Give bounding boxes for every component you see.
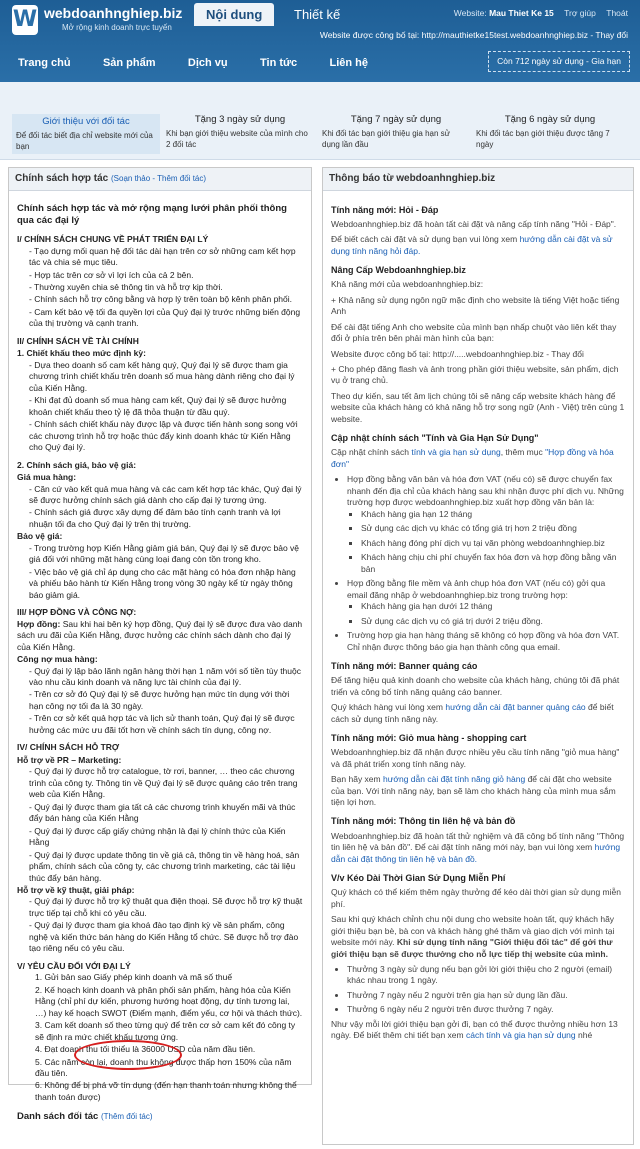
site-nav	[18, 56, 398, 71]
promo-7days	[322, 114, 470, 150]
list-item: ▪ Khách hàng gia hạn 12 tháng	[361, 509, 625, 520]
notice-panel-title: Thông báo từ webdoanhnghiep.biz	[323, 168, 633, 191]
policy-panel-title: Chính sách hợp tác	[15, 173, 109, 184]
brand-tagline: Mở rộng kinh doanh trực tuyến	[62, 23, 172, 32]
highlight-circle	[74, 1040, 182, 1070]
promo-strip	[0, 82, 640, 160]
notice-title: Tính năng mới: Thông tin liên hệ và bản đồ	[331, 816, 516, 827]
debt-label: Công nợ mua hàng:	[17, 654, 98, 665]
promo-title: Tặng 6 ngày sử dụng	[504, 114, 596, 125]
promo-3days	[166, 114, 314, 150]
promo-title: Tặng 7 ngày sử dụng	[350, 114, 442, 125]
days-left-badge[interactable]: Còn 712 ngày sử dụng - Gia hạn	[488, 51, 630, 72]
list-item: • Thưởng 7 ngày nếu 2 người trên gia hạn sử dụng lần đầu.	[347, 990, 625, 1001]
notice-text: + Khả năng sử dụng ngôn ngữ mặc định cho website là tiếng Việt hoặc tiếng Anh	[331, 294, 620, 317]
notice-text: Quý khách hàng vui lòng xem hướng dẫn cài đặt banner quảng cáo để biết cách sử dụng tính năng này.	[331, 702, 614, 724]
list-item: - Cam kết bảo vệ tối đa quyền lợi của Quý đại lý trước những biến động của thị trường và cạnh tranh.	[29, 306, 301, 329]
list-item: - Quý đại lý được hỗ trợ kỹ thuật qua điện thoại. Sẽ được hỗ trợ kỹ thuật trực tiếp tại chỗ khi có yêu cầu.	[29, 896, 303, 918]
pricing-policy-link[interactable]: tính và gia hạn sử dụng	[411, 447, 501, 458]
partners-title: Danh sách đối tác	[17, 1111, 99, 1123]
promo-text: Để đối tác biết địa chỉ website mới của bạn	[16, 130, 153, 151]
list-item: 4. Đạt doanh thu tối thiểu là 36000 USD của năm đầu tiên.	[35, 1044, 256, 1055]
section-2-title: II/ CHÍNH SÁCH VỀ TÀI CHÍNH	[17, 335, 139, 346]
notice-text: Sau khi quý khách chỉnh chu nội dung cho website hoàn tất, quý khách hãy giới thiệu bạn bè, bà con và khách hàng ghé thăm và giao dịch với mình tại website mới này. Khi sử dụng tính năng "Giới thiệu đối tác" để gởi thư giới thiệu bạn sẽ được thưởng cho nỗ lực tiếp thị website của mình.	[331, 914, 615, 959]
debt-list	[17, 666, 303, 737]
notice-text: Để tăng hiệu quả kinh doanh cho website của khách hàng, chúng tôi đã phát triển và công bố tính năng quảng cáo banner.	[331, 675, 620, 697]
pr-support-list	[17, 766, 303, 884]
website-label: Website:	[453, 8, 487, 18]
list-item: • Hợp đồng bằng văn bản và hóa đơn VAT (nếu có) sẽ được chuyển fax nhanh đến địa chỉ của khách hàng sau khi nhận được phí dịch vụ. Những trường hợp được webdoanhnghiep.biz xuất hợp đồng văn bản là: ▪ Khách hàng gia hạn 12 tháng ▪ Sử dụng các dịch vụ khác có tổng giá trị hơn 2 triệu đồng ▪ Khách hàng đóng phí dịch vụ tại văn phòng webdoanhnghiep.biz ▪ Khách hàng chịu chi phí chuyển fax hóa đơn và hợp đồng bằng văn bản	[347, 474, 625, 575]
list-item: - Trong trường hợp Kiến Hằng giảm giá bán, Quý đại lý sẽ được bảo vệ giá đối với những mặt hàng cùng loại đang còn tồn trong kho.	[29, 542, 300, 565]
tab-content[interactable]: Nội dung	[194, 3, 274, 26]
nav-home[interactable]: Trang chủ	[18, 57, 71, 69]
contract-label: Hợp đồng:	[17, 618, 61, 629]
banner-guide-link[interactable]: hướng dẫn cài đặt banner quảng cáo	[445, 702, 586, 713]
policy-heading: Chính sách hợp tác và mở rộng mạng lưới phân phối thông qua các đại lý	[17, 202, 287, 227]
notice-text: Để biết cách cài đặt và sử dụng bạn vui lòng xem hướng dẫn cài đặt và sử dụng tính năng hỏi đáp.	[331, 234, 613, 256]
list-item: - Chính sách hỗ trợ công bằng và hợp lý trên toàn bộ kênh phân phối.	[29, 294, 293, 305]
promo-invite[interactable]	[12, 114, 160, 154]
list-item: - Chính sách chiết khấu này được lập và được tiến hành song song với các chương trình hỗ trợ hoặc thúc đẩy kinh doanh khác từ Kiến Hằng cho Quý đại lý.	[29, 419, 298, 453]
policy-actions[interactable]: (Soạn thảo - Thêm đối tác)	[111, 174, 207, 183]
promo-text: Khi bạn giới thiệu website của mình cho 2 đối tác	[166, 128, 308, 149]
tech-support-list	[17, 896, 303, 954]
section-3-title: III/ HỢP ĐỒNG VÀ CÔNG NỢ:	[17, 607, 137, 618]
notice-text: Quý khách có thể kiếm thêm ngày thưởng để kéo dài thời gian sử dụng miễn phí.	[331, 887, 621, 909]
add-partner-link[interactable]: (Thêm đối tác)	[100, 1112, 153, 1122]
notice-title: Nâng Cấp Webdoanhnghiep.biz	[331, 265, 466, 276]
partners-row	[17, 1111, 303, 1124]
logout-link[interactable]: Thoát	[606, 8, 628, 18]
notice-text: Bạn hãy xem hướng dẫn cài đặt tính năng giỏ hàng để cài đặt cho website của bạn. Với tính năng này, bạn sẽ làm cho khách hàng của mình mua sắm tiện lợi hơn.	[331, 774, 616, 808]
list-item: ▪ Khách hàng chịu chi phí chuyển fax hóa đơn và hợp đồng bằng văn bản	[361, 552, 625, 575]
section-1-list	[17, 246, 303, 330]
bonus-list	[331, 964, 625, 1016]
notice-text: Để cài đặt tiếng Anh cho website của mình bạn nhấp chuột vào liên kết thay đổi ở phía trên bên phải màn hình của bạn:	[331, 321, 617, 344]
list-item: - Trên cơ sở kết quả hợp tác và lịch sử thanh toán, Quý đại lý sẽ được hưởng các mức ưu đãi tốt hơn về chính sách tín dụng, công nợ.	[29, 713, 295, 735]
price-protection-list	[17, 543, 303, 601]
contract-paragraph	[17, 619, 303, 653]
notice-text: Cập nhật chính sách tính và gia hạn sử dụng, thêm mục "Hợp đồng và hóa đơn"	[331, 447, 614, 469]
notice-text: Webdoanhnghiep.biz đã hoàn tất cài đặt và nâng cấp tính năng "Hỏi - Đáp".	[331, 218, 617, 229]
published-url[interactable]: Website được công bố tại: http://mauthietke15test.webdoanhnghiep.biz - Thay đổi	[319, 30, 628, 40]
list-item: - Quý đại lý được hỗ trợ catalogue, tờ rơi, banner, … theo các chương trình của công ty. Thông tin về Quý đại lý sẽ được quảng cáo trên trang web của Kiến Hằng.	[29, 766, 298, 800]
section-5-title: V/ YÊU CẦU ĐỐI VỚI ĐẠI LÝ	[17, 960, 131, 971]
usage-policy-link[interactable]: cách tính và gia hạn sử dụng	[465, 1030, 576, 1041]
notice-title: V/v Kéo Dài Thời Gian Sử Dụng Miễn Phí	[331, 873, 506, 884]
promo-text: Khi đối tác bạn giới thiệu được tặng 7 ngày	[476, 128, 610, 149]
promo-6days	[476, 114, 624, 150]
list-item: • Thưởng 6 ngày nếu 2 người trên được thưởng 7 ngày.	[347, 1004, 625, 1015]
top-header	[0, 0, 640, 82]
nav-contact[interactable]: Liên hệ	[329, 57, 368, 69]
list-item: ▪ Khách hàng gia hạn dưới 12 tháng	[361, 601, 625, 612]
help-link[interactable]: Trợ giúp	[564, 8, 596, 18]
notice-text: Webdoanhnghiep.biz đã hoàn tất thử nghiệm và đã công bố tính năng "Thông tin liên hệ và bản đồ". Để cài đặt tính năng mới này, bạn vui lòng xem hướng dẫn cài đặt thông tin liên hệ và bản đồ.	[331, 830, 625, 864]
notice-text: Theo dự kiến, sau tết âm lịch chúng tôi sẽ nâng cấp website khách hàng để website của khách hàng có khả năng hỗ trợ song ngữ (Anh - Việt) trên cùng 1 website.	[331, 390, 625, 424]
list-item: 1. Gửi bản sao Giấy phép kinh doanh và mã số thuế	[35, 972, 233, 983]
promo-text: Khi đối tác bạn giới thiệu gia hạn sử dụng lần đầu	[322, 128, 451, 149]
promo-title: Tặng 3 ngày sử dụng	[194, 114, 286, 125]
contact-map-guide-link[interactable]: hướng dẫn cài đặt thông tin liên hệ và bản đồ.	[331, 842, 621, 864]
purchase-price-label: Giá mua hàng:	[17, 472, 77, 483]
list-item: • Trường hợp gia hạn hàng tháng sẽ không có hợp đồng và hóa đơn VAT. Chỉ nhận được thông báo gia hạn thành công qua email.	[347, 630, 625, 653]
list-item: - Quý đại lý được update thông tin về giá cả, thông tin về hàng hoá, sản phẩm, chính sách của công ty, các chương trình marketing, các tài liệu thúc đẩy bán hàng.	[29, 849, 300, 883]
website-name[interactable]: Mau Thiet Ke 15	[489, 8, 554, 18]
notice-title: Tính năng mới: Banner quảng cáo	[331, 660, 478, 671]
price-protection-label: Bảo vệ giá:	[17, 531, 63, 542]
list-item: • Hợp đồng bằng file mềm và ảnh chụp hóa đơn VAT (nếu có) gởi qua email đăng nhập ở webdoanhnghiep.biz trong trường hợp: ▪ Khách hàng gia hạn dưới 12 tháng ▪ Sử dụng các dịch vụ có giá trị dưới 2 triệu đồng.	[347, 578, 625, 627]
list-item: - Quý đại lý được cấp giấy chứng nhận là đại lý chính thức của Kiến Hằng	[29, 825, 286, 848]
list-item: - Tạo dựng mối quan hệ đối tác dài hạn trên cơ sở những cam kết hợp tác và chia sẻ mục tiêu.	[29, 245, 296, 268]
nav-products[interactable]: Sản phẩm	[102, 57, 156, 69]
notice-title: Tính năng mới: Giỏ mua hàng - shopping cart	[331, 733, 527, 743]
tech-support-label: Hỗ trợ về kỹ thuật, giải pháp:	[17, 884, 135, 895]
list-item: - Trên cơ sở đó Quý đại lý sẽ được hưởng hạn mức tín dụng với thời hạn công nợ tối đa là 30 ngày.	[29, 689, 290, 711]
policy-panel-header	[9, 168, 311, 191]
qa-guide-link[interactable]: hướng dẫn cài đặt và sử dụng tính năng hỏi đáp.	[331, 234, 613, 256]
list-item: - Chính sách giá được xây dựng để đảm bảo tính cạnh tranh và lợi nhuận tối đa cho Quý đại lý trên thị trường.	[29, 507, 281, 529]
list-item: 2. Kế hoạch kinh doanh và phân phối sản phẩm, hàng hóa của Kiến Hằng (chỉ phí dự kiến, phương hướng hoạt động, dự tính tương lai, …) hay kế hoạch SWOT (Điểm mạnh, điểm yếu, cơ hội và thách thức).	[35, 984, 303, 1018]
contract-rules-list	[331, 474, 625, 653]
cart-guide-link[interactable]: hướng dẫn cài đặt tính năng giỏ hàng	[383, 774, 526, 785]
list-item: - Căn cứ vào kết quả mua hàng và các cam kết hợp tác khác, Quý đại lý sẽ được hưởng chính sách giá dành cho cấp đại lý tương ứng.	[29, 483, 302, 505]
list-item: 5. Các năm còn lại, doanh thu không được thấp hơn 150% của năm đầu tiên.	[35, 1056, 292, 1078]
section-4-title: IV/ CHÍNH SÁCH HỖ TRỢ	[17, 742, 120, 753]
section-1-title: I/ CHÍNH SÁCH CHUNG VỀ PHÁT TRIỂN ĐẠI LÝ	[17, 234, 209, 245]
section-2-1-list	[17, 360, 303, 454]
list-item: 3. Cam kết doanh số theo từng quý để trên cơ sở cam kết đó công ty sẽ định ra mức chiết khấu tương ứng.	[35, 1020, 296, 1042]
list-item: - Hợp tác trên cơ sở vì lợi ích của cả 2 bên.	[29, 269, 194, 280]
notice-title: Cập nhật chính sách "Tính và Gia Hạn Sử Dụng"	[331, 433, 539, 444]
notice-title: Tính năng mới: Hỏi - Đáp	[331, 204, 439, 215]
policy-body	[9, 191, 311, 1131]
brand-name[interactable]: webdoanhnghiep.biz	[44, 5, 183, 21]
section-2-2-title: 2. Chính sách giá, bảo vệ giá:	[17, 459, 137, 470]
notice-text: Như vậy mỗi lời giới thiệu bạn gởi đi, bạn có thể được thưởng nhiều hơn 13 ngày. Để biết thêm chi tiết bạn xem cách tính và gia hạn sử dụng nhé	[331, 1018, 618, 1041]
contract-text: Sau khi hai bên ký hợp đồng, Quý đại lý sẽ được đưa vào danh sách ưu đãi của Kiến Hằng, được hưởng các chính sách dành cho đại lý của Kiến Hằng.	[17, 618, 303, 652]
tab-design[interactable]: Thiết kế	[294, 7, 341, 22]
list-item: ▪ Sử dụng các dịch vụ có giá trị dưới 2 triệu đồng.	[361, 616, 625, 627]
list-item: - Thường xuyên chia sẻ thông tin và hỗ trợ kịp thời.	[29, 282, 223, 292]
list-item: - Dựa theo doanh số cam kết hàng quý, Quý đại lý sẽ được tham gia chương trình chiết khấu trên doanh số mua hàng dành riêng cho đại lý của Kiến Hằng.	[29, 359, 295, 393]
notice-text: Website được công bố tại: http://.....webdoanhnghiep.biz - Thay đổi	[331, 348, 584, 359]
list-item: • Thưởng 3 ngày sử dụng nếu bạn gởi lời giới thiệu cho 2 người (email) khác nhau trong 1 ngày.	[347, 964, 625, 987]
requirements-list	[17, 972, 303, 1103]
pr-support-label: Hỗ trợ về PR – Marketing:	[17, 754, 122, 765]
notice-text: Webdoanhnghiep.biz đã nhận được nhiều yêu cầu tính năng "giỏ mua hàng" và đã phát triển xong tính năng này.	[331, 747, 620, 769]
notice-text: + Cho phép đăng flash và ảnh trong phần giới thiệu website, sản phẩm, dịch vụ ở trang chủ.	[331, 364, 619, 386]
policy-panel	[8, 167, 312, 1123]
contract-invoice-link[interactable]: "Hợp đồng và hóa đơn"	[331, 447, 614, 469]
promo-title[interactable]: Giới thiệu với đối tác	[42, 116, 130, 127]
list-item: ▪ Khách hàng đóng phí dịch vụ tại văn phòng webdoanhnghiep.biz	[361, 538, 625, 549]
nav-news[interactable]: Tin tức	[260, 57, 298, 69]
notice-text: Khả năng mới của webdoanhnghiep.biz:	[331, 279, 484, 290]
list-item: 6. Không để bị phá vỡ tín dụng (đến hạn thanh toán nhưng không thể thanh toán được)	[35, 1080, 297, 1102]
purchase-price-list	[17, 484, 303, 531]
list-item: ▪ Sử dụng các dịch vụ khác có tổng giá trị hơn 2 triệu đồng	[361, 523, 625, 534]
notice-panel	[322, 167, 634, 1145]
notice-body	[323, 191, 633, 1052]
list-item: - Quý đại lý được tham gia tất cả các chương trình khuyến mãi và thúc đẩy bán hàng của Kiến Hằng	[29, 801, 296, 824]
list-item: - Việc bảo vệ giá chỉ áp dụng cho các mặt hàng có hóa đơn nhập hàng và phiếu bảo hành từ Kiến Hằng trong vòng 30 ngày kể từ ngày thông báo giảm giá.	[29, 566, 296, 600]
top-links	[446, 8, 628, 19]
section-2-1-title: 1. Chiết khấu theo mức định kỳ:	[17, 348, 146, 359]
list-item: - Quý đại lý được tham gia khoá đào tạo định kỳ về sản phẩm, công nghệ và kiến thức bán hàng do Kiến Hằng tổ chức. Sẽ được hỗ trợ đào tạo riêng nếu có yêu cầu.	[29, 920, 299, 954]
logo-icon[interactable]: W	[12, 5, 38, 35]
list-item: - Khi đạt đủ doanh số mua hàng cam kết, Quý đại lý sẽ được hưởng khoản chiết khấu theo tỷ lệ đã thỏa thuận từ đầu quý.	[29, 395, 287, 417]
nav-services[interactable]: Dịch vụ	[187, 57, 228, 69]
list-item: - Quý đại lý lập bảo lãnh ngân hàng thời hạn 1 năm với số tiền tùy thuộc vào nhu cầu kinh doanh và năng lực tài chính của đại lý.	[29, 665, 301, 687]
